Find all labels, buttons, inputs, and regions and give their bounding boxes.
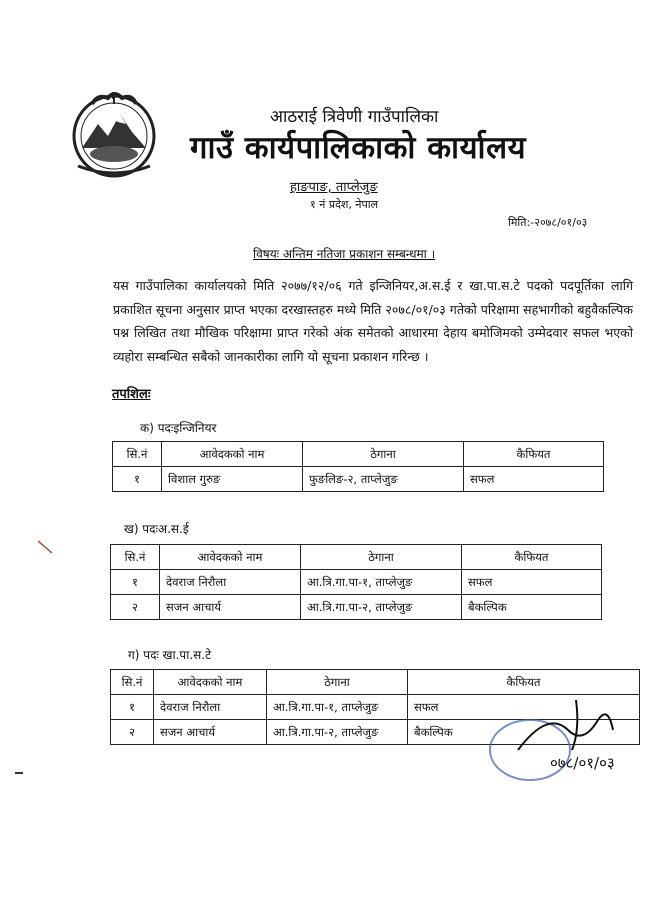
signature-stamp xyxy=(488,690,643,800)
cell-sn: १ xyxy=(113,467,162,492)
municipality-name: आठराई त्रिवेणी गाउँपालिका xyxy=(270,107,439,127)
col-header-remarks: कैफियत xyxy=(408,670,640,695)
engineer-table xyxy=(112,441,604,492)
col-header-sn: सि.नं xyxy=(111,670,154,695)
table-row xyxy=(111,595,602,620)
signature-date: ०७८/०१/०३ xyxy=(550,754,615,772)
cell-remarks: सफल xyxy=(408,695,640,720)
sub-engineer-table xyxy=(110,544,602,620)
office-title: गाउँ कार्यपालिकाको कार्यालय xyxy=(190,130,527,166)
col-header-name: आवेदकको नाम xyxy=(162,442,303,467)
table-row xyxy=(113,467,604,492)
notice-date: मिति:-२०७८/०१/०३ xyxy=(508,216,588,229)
cell-name: सजन आचार्य xyxy=(154,720,267,745)
cell-address: आ.त्रि.गा.पा-१, ताप्लेजुङ xyxy=(267,695,408,720)
col-header-address: ठेगाना xyxy=(303,442,464,467)
cell-sn: १ xyxy=(111,570,160,595)
subject-line: विषयः अन्तिम नतिजा प्रकाशन सम्बन्धमा । xyxy=(253,247,436,261)
province-line: १ नं प्रदेश, नेपाल xyxy=(310,198,379,211)
table-row xyxy=(111,570,602,595)
cell-name: देवराज निरौला xyxy=(154,695,267,720)
cell-sn: १ xyxy=(111,695,154,720)
section-title-engineer: क) पदःइन्जिनियर xyxy=(140,421,217,435)
col-header-name: आवेदकको नाम xyxy=(154,670,267,695)
cell-address: फुङलिङ-२, ताप्लेजुङ xyxy=(303,467,464,492)
col-header-name: आवेदकको नाम xyxy=(160,545,301,570)
cell-name: सजन आचार्य xyxy=(160,595,301,620)
cell-address: आ.त्रि.गा.पा-२, ताप्लेजुङ xyxy=(267,720,408,745)
cell-address: आ.त्रि.गा.पा-१, ताप्लेजुङ xyxy=(301,570,462,595)
col-header-address: ठेगाना xyxy=(301,545,462,570)
col-header-sn: सि.नं xyxy=(113,442,162,467)
cell-remarks: बैकल्पिक xyxy=(462,595,602,620)
cell-name: देवराज निरौला xyxy=(160,570,301,595)
cell-remarks: सफल xyxy=(462,570,602,595)
margin-dot xyxy=(14,770,24,776)
notice-body: यस गाउँपालिका कार्यालयको मिति २०७७/१२/०६ गते इन्जिनियर,अ.स.ई र खा.पा.स.टे पदको पदपूर्तिका लागि प्रकाशित सूचना अनुसार प्राप्त भएका दरखास्तहरु मध्ये मिति २०७८/०१/०३ गतेको परिक्षामा सहभागीको बहुवैकल्पिक पश्न लिखित तथा मौखिक परिक्षामा प्राप्त गरेको अंक समेतको आधारमा देहाय बमोजिमको उम्मेदवार सफल भएको व्यहोरा सम्बन्धित सबैको जानकारीका लागि यो सूचना प्रकाशन गरिन्छ । xyxy=(113,278,633,364)
margin-mark xyxy=(37,540,53,554)
nepal-emblem-logo xyxy=(68,88,160,180)
cell-name: विशाल गुरुङ xyxy=(162,467,303,492)
cell-sn: २ xyxy=(111,595,160,620)
cell-sn: २ xyxy=(111,720,154,745)
cell-address: आ.त्रि.गा.पा-२, ताप्लेजुङ xyxy=(301,595,462,620)
col-header-sn: सि.नं xyxy=(111,545,160,570)
cell-remarks: बैकल्पिक xyxy=(408,720,640,745)
section-title-water-technician: ग) पदः खा.पा.स.टे xyxy=(128,648,212,662)
col-header-remarks: कैफियत xyxy=(462,545,602,570)
office-address: हाङपाङ, ताप्लेजुङ xyxy=(290,180,378,195)
col-header-address: ठेगाना xyxy=(267,670,408,695)
col-header-remarks: कैफियत xyxy=(464,442,604,467)
details-heading: तपशिलः xyxy=(112,387,151,402)
cell-remarks: सफल xyxy=(464,467,604,492)
section-title-sub-engineer: ख) पदःअ.स.ई xyxy=(124,522,189,536)
